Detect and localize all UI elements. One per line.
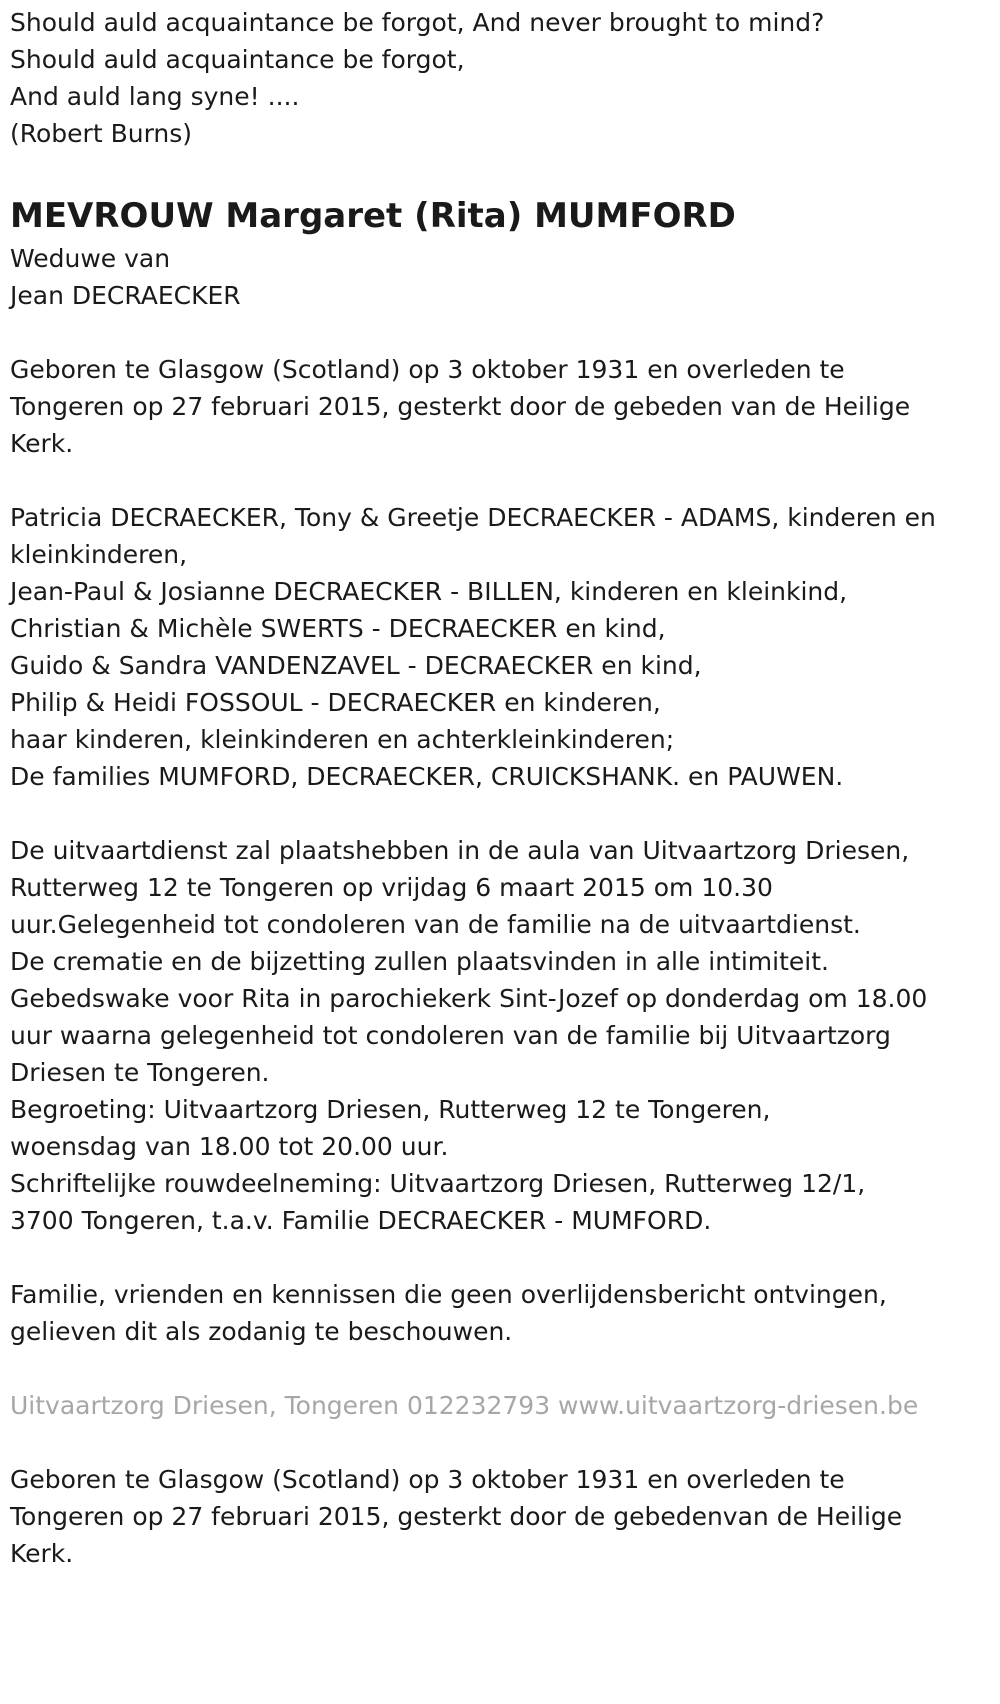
service-line: woensdag van 18.00 tot 20.00 uur.: [10, 1132, 449, 1161]
birth-death-line: Tongeren op 27 februari 2015, gesterkt door de gebedenvan de Heilige: [10, 1502, 903, 1531]
service-line: uur waarna gelegenheid tot condoleren van de familie bij Uitvaartzorg: [10, 1021, 891, 1050]
family-line: Patricia DECRAECKER, Tony & Greetje DECRAECKER - ADAMS, kinderen en: [10, 503, 936, 532]
birth-death-repeat-block: [10, 1461, 990, 1572]
notice-line: Familie, vrienden en kennissen die geen overlijdensbericht ontvingen,: [10, 1280, 887, 1309]
family-line: Christian & Michèle SWERTS - DECRAECKER en kind,: [10, 614, 666, 643]
birth-death-line: Geboren te Glasgow (Scotland) op 3 oktober 1931 en overleden te: [10, 355, 845, 384]
quote-line: Should auld acquaintance be forgot,: [10, 45, 465, 74]
service-line: Begroeting: Uitvaartzorg Driesen, Rutterweg 12 te Tongeren,: [10, 1095, 771, 1124]
service-block: [10, 832, 990, 1239]
quote-line: Should auld acquaintance be forgot, And never brought to mind?: [10, 8, 825, 37]
family-line: Jean-Paul & Josianne DECRAECKER - BILLEN, kinderen en kleinkind,: [10, 577, 848, 606]
family-line: kleinkinderen,: [10, 540, 188, 569]
service-line: uur.Gelegenheid tot condoleren van de familie na de uitvaartdienst.: [10, 910, 861, 939]
birth-death-block: [10, 351, 990, 462]
family-line: haar kinderen, kleinkinderen en achterkleinkinderen;: [10, 725, 675, 754]
notice-block: [10, 1276, 990, 1350]
quote-author: (Robert Burns): [10, 119, 193, 148]
service-line: De uitvaartdienst zal plaatshebben in de aula van Uitvaartzorg Driesen,: [10, 836, 910, 865]
service-line: Schriftelijke rouwdeelneming: Uitvaartzorg Driesen, Rutterweg 12/1,: [10, 1169, 866, 1198]
family-block: [10, 499, 990, 795]
birth-death-line: Kerk.: [10, 429, 74, 458]
quote-block: [10, 4, 990, 152]
family-line: Guido & Sandra VANDENZAVEL - DECRAECKER en kind,: [10, 651, 702, 680]
birth-death-line: Tongeren op 27 februari 2015, gesterkt door de gebeden van de Heilige: [10, 392, 911, 421]
quote-line: And auld lang syne! ....: [10, 82, 300, 111]
notice-line: gelieven dit als zodanig te beschouwen.: [10, 1317, 513, 1346]
birth-death-line: Kerk.: [10, 1539, 74, 1568]
birth-death-line: Geboren te Glasgow (Scotland) op 3 oktober 1931 en overleden te: [10, 1465, 845, 1494]
widow-line: Weduwe van: [10, 244, 171, 273]
service-line: 3700 Tongeren, t.a.v. Familie DECRAECKER - MUMFORD.: [10, 1206, 712, 1235]
spouse-name: Jean DECRAECKER: [10, 281, 241, 310]
service-line: Gebedswake voor Rita in parochiekerk Sint-Jozef op donderdag om 18.00: [10, 984, 928, 1013]
funeral-home-info: Uitvaartzorg Driesen, Tongeren 012232793 www.uitvaartzorg-driesen.be: [10, 1391, 919, 1420]
family-line: Philip & Heidi FOSSOUL - DECRAECKER en kinderen,: [10, 688, 661, 717]
deceased-name: MEVROUW Margaret (Rita) MUMFORD: [10, 196, 736, 236]
widow-block: [10, 240, 990, 314]
family-line: De families MUMFORD, DECRAECKER, CRUICKSHANK. en PAUWEN.: [10, 762, 844, 791]
service-line: De crematie en de bijzetting zullen plaatsvinden in alle intimiteit.: [10, 947, 829, 976]
service-line: Rutterweg 12 te Tongeren op vrijdag 6 maart 2015 om 10.30: [10, 873, 773, 902]
service-line: Driesen te Tongeren.: [10, 1058, 270, 1087]
